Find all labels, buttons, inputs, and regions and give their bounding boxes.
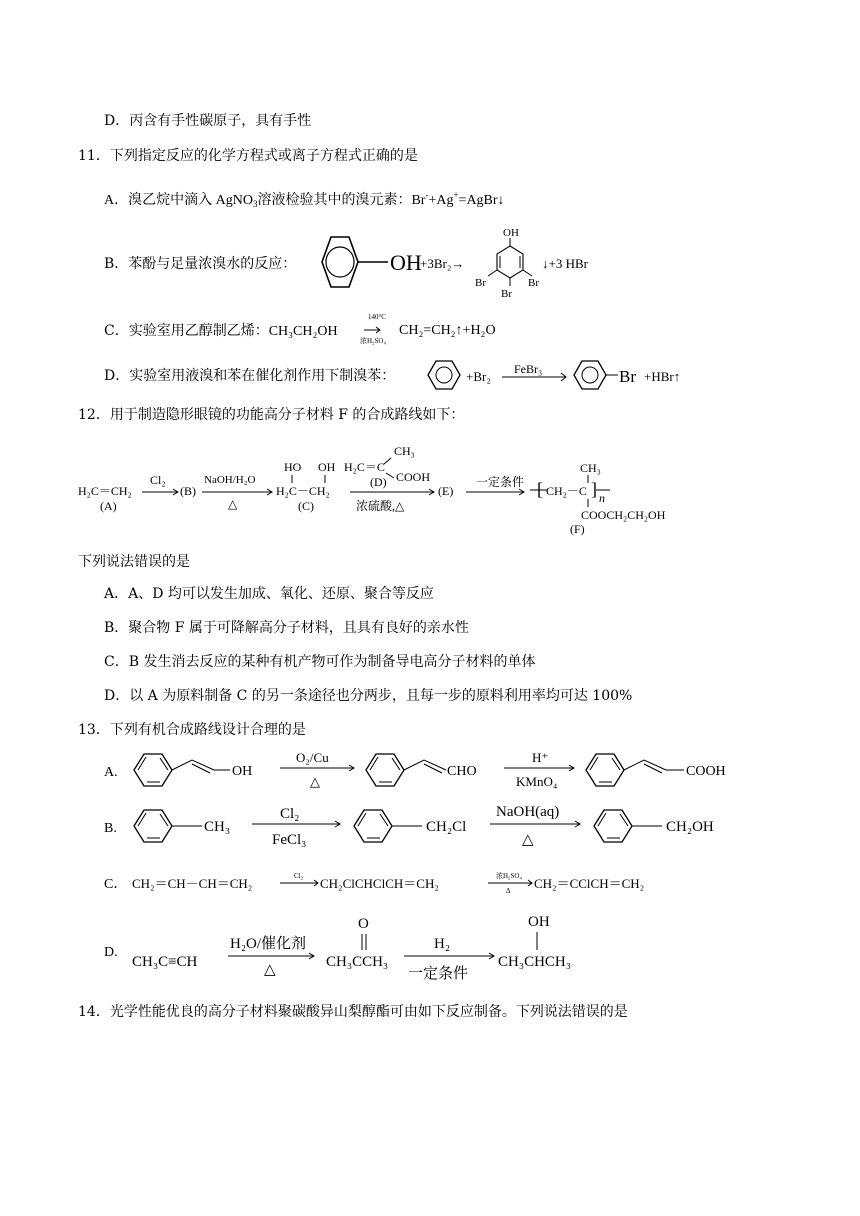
- svg-text:Δ: Δ: [506, 887, 511, 895]
- svg-text:CH₂OH: CH₂OH: [666, 819, 714, 835]
- compound-b: (B): [180, 484, 196, 498]
- svg-text:[: [: [537, 479, 543, 499]
- svg-text:(F): (F): [570, 522, 585, 536]
- svg-text:140°C: 140°C: [368, 313, 386, 321]
- product-hbr-label: ↓+3 HBr: [542, 256, 588, 271]
- compound-c: [276, 460, 336, 513]
- benzene-ring-icon: [322, 237, 358, 287]
- svg-text:D.: D.: [104, 945, 118, 960]
- svg-text:B.: B.: [104, 821, 117, 836]
- q14-stem: 14．光学性能优良的高分子材料聚碳酸异山梨醇酯可由如下反应制备。下列说法错误的是: [78, 1004, 628, 1020]
- svg-text:H₂: H₂: [434, 936, 451, 952]
- q11-option-c: C．实验室用乙醇制乙烯：CH₃CH₂OH: [104, 323, 338, 339]
- svg-text:KMnO₄: KMnO₄: [516, 774, 558, 789]
- svg-text:CH₃: CH₃: [580, 461, 601, 475]
- q13-stem: 13．下列有机合成路线设计合理的是: [78, 722, 306, 738]
- svg-text:CH₂ClCHClCH＝CH₂: CH₂ClCHClCH＝CH₂: [320, 876, 439, 891]
- q11-option-d-label: D．实验室用液溴和苯在催化剂作用下制溴苯：: [104, 368, 396, 384]
- svg-text:CH₃: CH₃: [394, 444, 415, 458]
- q11-option-a-mid: 溶液检验其中的溴元素：Br: [257, 193, 426, 208]
- q12-option-b: B．聚合物 F 属于可降解高分子材料，且具有良好的亲水性: [104, 620, 469, 636]
- compound-a: H₂C＝CH₂: [78, 484, 132, 498]
- q11-option-c-product: CH₂=CH₂↑+H₂O: [399, 323, 496, 338]
- svg-text:COOH: COOH: [686, 764, 726, 779]
- svg-text:△: △: [264, 962, 276, 978]
- reactant-bromine-label: +3Br₂→: [420, 256, 465, 271]
- tribromophenol-structure: [475, 227, 539, 300]
- q11-option-b-label: B．苯酚与足量浓溴水的反应：: [104, 256, 297, 272]
- svg-text:CH₃CHCH₃: CH₃CHCH₃: [498, 954, 571, 970]
- svg-text:浓硫酸,△: 浓硫酸,△: [356, 499, 405, 513]
- svg-text:O₂/Cu: O₂/Cu: [296, 750, 329, 765]
- svg-text:(D): (D): [370, 475, 387, 489]
- q12-intro: 下列说法错误的是: [78, 554, 190, 570]
- q12-stem: 12．用于制造隐形眼镜的功能高分子材料 F 的合成路线如下：: [78, 407, 465, 423]
- q11-option-a-eq: +Ag: [428, 193, 454, 208]
- svg-text:Cl₂: Cl₂: [150, 473, 166, 487]
- polymer-f: [530, 461, 666, 536]
- svg-text:OH: OH: [318, 460, 336, 474]
- svg-text:Br: Br: [528, 277, 539, 289]
- svg-text:COOCH₂CH₂OH: COOCH₂CH₂OH: [581, 508, 666, 522]
- q11-option-a-label: A．溴乙烷中滴入 AgNO: [104, 193, 253, 208]
- q11-option-b-equation: [310, 224, 620, 300]
- svg-text:OH: OH: [232, 764, 253, 779]
- svg-text:CH₂＝CH－CH＝CH₂: CH₂＝CH－CH＝CH₂: [132, 876, 253, 891]
- compound-e: (E): [438, 484, 454, 498]
- benzene-ring-icon: [574, 361, 606, 389]
- svg-text:(C): (C): [298, 499, 314, 513]
- svg-text:FeBr₃: FeBr₃: [514, 362, 543, 376]
- q11-option-a: A．溴乙烷中滴入 AgNO$_3$溶液检验其中的溴元素：Br-+Ag+=AgBr↓: [104, 190, 505, 209]
- q13-option-c: [104, 866, 754, 902]
- svg-text:+HBr↑: +HBr↑: [644, 369, 681, 384]
- svg-text:]: ]: [591, 479, 597, 499]
- svg-text:△: △: [522, 832, 534, 848]
- benzene-ring-icon: [428, 361, 460, 389]
- svg-text:CH₃CCH₃: CH₃CCH₃: [326, 954, 389, 970]
- q12-synthesis-route: [78, 440, 698, 540]
- svg-text:Cl₂: Cl₂: [280, 806, 300, 822]
- svg-text:(A): (A): [100, 499, 117, 513]
- svg-text:H₂C－CH₂: H₂C－CH₂: [276, 484, 330, 498]
- svg-text:A.: A.: [104, 765, 118, 780]
- q12-option-a: A．A、D 均可以发生加成、氧化、还原、聚合等反应: [104, 586, 434, 602]
- q11-option-a-end: =AgBr↓: [458, 193, 505, 208]
- svg-text:H₂O/催化剂: H₂O/催化剂: [230, 936, 307, 952]
- svg-text:CHO: CHO: [447, 764, 477, 779]
- svg-text:FeCl₃: FeCl₃: [272, 832, 307, 848]
- svg-text:CH₃C≡CH: CH₃C≡CH: [132, 954, 198, 970]
- svg-text:△: △: [310, 774, 320, 789]
- svg-text:HO: HO: [284, 460, 302, 474]
- q10-option-d: D．丙含有手性碳原子，具有手性: [104, 113, 312, 129]
- svg-text:COOH: COOH: [396, 470, 431, 484]
- svg-text:+Br₂: +Br₂: [466, 369, 491, 384]
- svg-text:OH: OH: [528, 914, 550, 930]
- svg-text:△: △: [228, 497, 238, 511]
- svg-text:CH₂Cl: CH₂Cl: [426, 819, 467, 835]
- svg-text:C．: C．: [104, 877, 128, 892]
- svg-text:NaOH/H₂O: NaOH/H₂O: [204, 474, 256, 486]
- svg-text:浓H₂SO₄: 浓H₂SO₄: [360, 337, 386, 345]
- q12-option-d: D．以 A 为原料制备 C 的另一条途径也分两步，且每一步的原料利用率均可达 100%: [104, 688, 633, 704]
- phenol-oh-label: OH: [390, 250, 422, 275]
- q11-stem: 11．下列指定反应的化学方程式或离子方程式正确的是: [78, 148, 418, 164]
- svg-text:一定条件: 一定条件: [408, 966, 469, 982]
- svg-text:CH₃: CH₃: [204, 819, 231, 835]
- svg-text:O: O: [358, 916, 369, 932]
- svg-text:Br: Br: [501, 288, 512, 300]
- svg-text:H₂C＝C: H₂C＝C: [344, 460, 385, 474]
- benzene-ring-icon: [586, 754, 624, 786]
- q11-option-d-equation: [418, 355, 708, 395]
- svg-text:CH₂＝CClCH＝CH₂: CH₂＝CClCH＝CH₂: [534, 876, 645, 891]
- svg-text:H⁺: H⁺: [532, 750, 549, 765]
- svg-text:Br: Br: [475, 277, 486, 289]
- svg-text:n: n: [599, 491, 605, 505]
- benzene-ring-icon: [594, 810, 632, 842]
- q13-option-a: [104, 744, 744, 800]
- q12-option-c: C．B 发生消去反应的某种有机产物可作为制备导电高分子材料的单体: [104, 654, 536, 670]
- benzene-ring-icon: [366, 754, 404, 786]
- compound-d: [344, 444, 430, 489]
- benzene-ring-icon: [354, 810, 392, 842]
- q13-option-b: [104, 800, 744, 856]
- svg-text:CH₂－C: CH₂－C: [546, 484, 587, 498]
- benzene-ring-icon: [134, 810, 172, 842]
- svg-text:NaOH(aq): NaOH(aq): [496, 804, 560, 820]
- svg-text:一定条件: 一定条件: [476, 475, 525, 489]
- benzene-ring-icon: [134, 754, 172, 786]
- svg-text:OH: OH: [503, 227, 519, 239]
- svg-text:Br: Br: [619, 367, 636, 386]
- svg-text:浓H₂SO₄: 浓H₂SO₄: [496, 872, 522, 880]
- svg-text:Cl₂: Cl₂: [294, 872, 304, 880]
- q13-option-d: [104, 906, 744, 986]
